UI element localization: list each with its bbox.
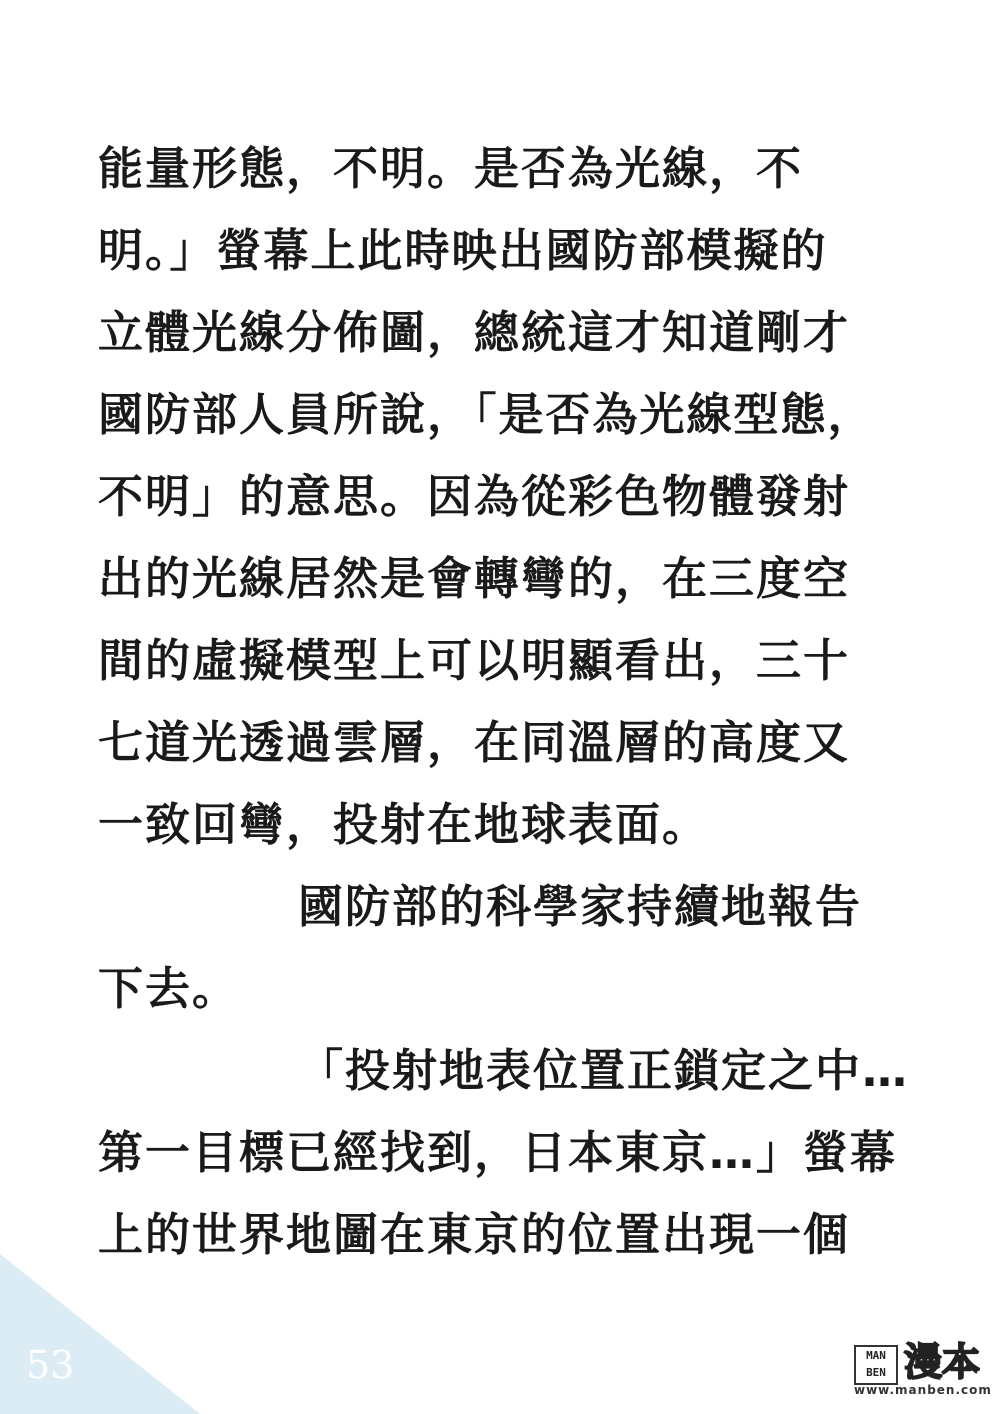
logo-url: www.manben.com [854,1383,992,1397]
logo-mark-top: MAN [866,1349,886,1362]
logo-mark [854,1345,898,1385]
logo-mark-bottom: BEN [866,1366,886,1379]
watermark-logo [854,1340,992,1397]
text-line: 能量形態，不明。是否為光線，不 [98,142,804,195]
logo-text: 漫本 [904,1340,981,1384]
text-line: 間的虛擬模型上可以明顯看出，三十 [98,634,851,687]
text-line-indented: 國防部的科學家持續地報告 [298,880,863,933]
text-line: 出的光線居然是會轉彎的，在三度空 [98,552,851,605]
page-number: 53 [26,1343,75,1387]
text-line-indented: 「投射地表位置正鎖定之中… [298,1044,910,1097]
text-line: 明。」螢幕上此時映出國防部模擬的 [98,224,828,277]
text-line: 國防部人員所說，「是否為光線型態， [98,388,875,441]
text-line: 第一目標已經找到，日本東京…」螢幕 [98,1126,898,1179]
corner-decoration [0,1254,200,1414]
text-line: 上的世界地圖在東京的位置出現一個 [98,1208,851,1261]
text-line: 一致回彎，投射在地球表面。 [98,798,710,851]
body-text [98,128,958,1276]
text-line: 七道光透過雲層，在同溫層的高度又 [98,716,851,769]
text-line: 下去。 [98,962,240,1015]
text-line: 立體光線分佈圖，總統這才知道剛才 [98,306,851,359]
text-line: 不明」的意思。因為從彩色物體發射 [98,470,851,523]
